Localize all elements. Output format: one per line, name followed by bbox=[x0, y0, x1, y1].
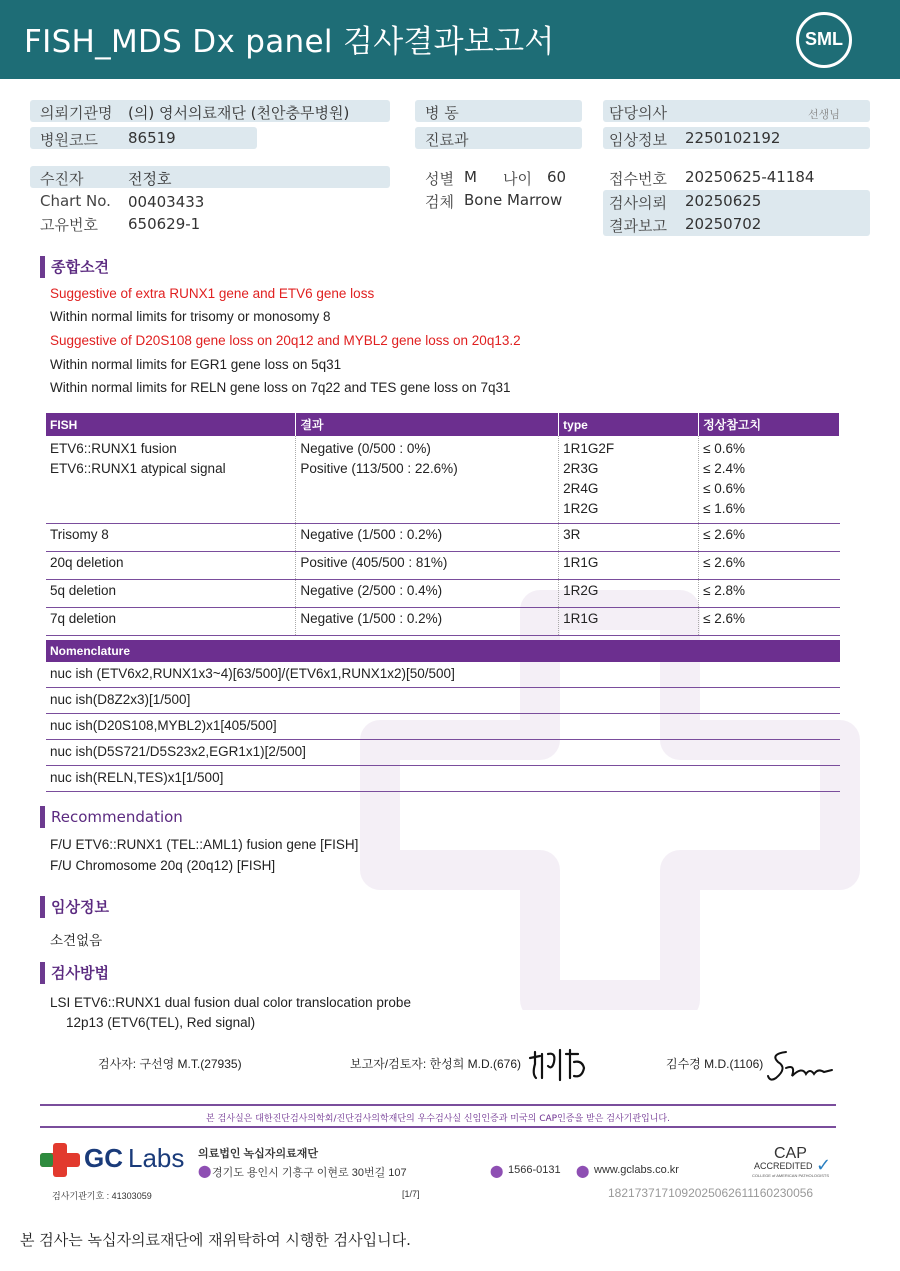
table-row bbox=[46, 579, 840, 607]
reviewer-handwritten-signature-icon bbox=[766, 1046, 836, 1086]
result-cell: Negative (1/500 : 0.2%) bbox=[296, 607, 559, 635]
nomenclature-row: nuc ish(D8Z2x3)[1/500] bbox=[46, 688, 840, 714]
doctor-label: 담당의사 bbox=[609, 104, 667, 122]
type-cell: 3R bbox=[559, 523, 699, 551]
home-icon: ⬤ bbox=[576, 1164, 590, 1178]
labs-logo-text: Labs bbox=[128, 1143, 185, 1173]
sml-logo bbox=[796, 12, 852, 68]
tester-signature: 검사자: 구선영 M.T.(27935) bbox=[98, 1057, 242, 1071]
table-header-row bbox=[46, 413, 840, 436]
org-website: www.gclabs.co.kr bbox=[594, 1164, 679, 1176]
method-line-1: LSI ETV6::RUNX1 dual fusion dual color translocation probe bbox=[50, 995, 411, 1010]
institution-value: (의) 영서의료재단 (천안충무병원) bbox=[128, 104, 350, 122]
recommendation-section-title: Recommendation bbox=[40, 806, 183, 828]
table-row bbox=[46, 607, 840, 635]
clinical-text: 소견없음 bbox=[50, 933, 103, 948]
col-header-type: type bbox=[559, 413, 699, 436]
report-title: FISH_MDS Dx panel 검사결과보고서 bbox=[24, 24, 555, 60]
hospital-code-value: 86519 bbox=[128, 129, 176, 147]
col-header-fish: FISH bbox=[46, 413, 296, 436]
reporter-signature: 보고자/검토자: 한성희 M.D.(676) bbox=[350, 1057, 522, 1071]
report-header bbox=[0, 0, 900, 79]
nomenclature-header: Nomenclature bbox=[46, 640, 840, 662]
method-section-title: 검사방법 bbox=[40, 962, 109, 984]
clinical-section-title: 임상정보 bbox=[40, 896, 109, 918]
lab-number: 검사기관기호 : 41303059 bbox=[52, 1191, 152, 1201]
patient-value: 전정호 bbox=[128, 170, 172, 188]
fish-cell: 5q deletion bbox=[46, 579, 296, 607]
recommendation-line-2: F/U Chromosome 20q (20q12) [FISH] bbox=[50, 858, 276, 873]
report-date-value: 20250702 bbox=[685, 215, 762, 233]
type-value: 1R1G2F bbox=[563, 441, 615, 456]
barcode-number: 1821737171092025062611160230056 bbox=[608, 1186, 814, 1200]
specimen-label: 검체 bbox=[425, 193, 454, 211]
ref-cell: ≤ 2.6% bbox=[699, 551, 840, 579]
unique-value: 650629-1 bbox=[128, 215, 201, 233]
result-cell: Positive (405/500 : 81%) bbox=[296, 551, 559, 579]
table-row bbox=[46, 436, 840, 523]
checkmark-icon: ✓ bbox=[816, 1155, 832, 1176]
reviewer-signature: 김수경 M.D.(1106) bbox=[666, 1057, 764, 1071]
ref-cell: ≤ 2.6% bbox=[699, 523, 840, 551]
result-value: Positive (113/500 : 22.6%) bbox=[300, 461, 458, 476]
summary-line-3: Suggestive of D20S108 gene loss on 20q12 and MYBL2 gene loss on 20q13.2 bbox=[50, 333, 521, 348]
summary-line-2: Within normal limits for trisomy or monosomy 8 bbox=[50, 309, 331, 324]
chart-value: 00403433 bbox=[128, 193, 205, 211]
ref-value: ≤ 0.6% bbox=[703, 441, 746, 456]
type-value: 2R3G bbox=[563, 461, 599, 476]
reporter-handwritten-signature-icon bbox=[526, 1044, 590, 1084]
result-cell bbox=[296, 436, 559, 523]
gc-labs-logo bbox=[40, 1141, 192, 1177]
type-value: 2R4G bbox=[563, 481, 599, 496]
table-row bbox=[46, 523, 840, 551]
chart-label: Chart No. bbox=[40, 192, 111, 210]
patient-label: 수진자 bbox=[40, 170, 84, 188]
bottom-note: 본 검사는 녹십자의료재단에 재위탁하여 시행한 검사입니다. bbox=[20, 1231, 411, 1249]
cap-logo-text: CAP bbox=[774, 1145, 807, 1162]
ref-value: ≤ 0.6% bbox=[703, 481, 746, 496]
fish-cell: 7q deletion bbox=[46, 607, 296, 635]
org-address: 경기도 용인시 기흥구 이현로 30번길 107 bbox=[212, 1167, 407, 1179]
age-label: 나이 bbox=[503, 170, 532, 188]
ref-cell: ≤ 2.6% bbox=[699, 607, 840, 635]
result-cell: Negative (1/500 : 0.2%) bbox=[296, 523, 559, 551]
cap-subtitle-text: COLLEGE of AMERICAN PATHOLOGISTS bbox=[752, 1173, 829, 1178]
summary-line-4: Within normal limits for EGR1 gene loss on 5q31 bbox=[50, 357, 342, 372]
patient-row bbox=[30, 166, 390, 188]
ref-cell: ≤ 2.8% bbox=[699, 579, 840, 607]
sml-logo-text: SML bbox=[805, 29, 843, 49]
result-value: Negative (0/500 : 0%) bbox=[300, 441, 431, 456]
col-header-ref: 정상참고치 bbox=[699, 413, 840, 436]
ref-cell bbox=[699, 436, 840, 523]
location-pin-icon: ⬤ bbox=[198, 1164, 212, 1178]
receipt-value: 20250625-41184 bbox=[685, 168, 815, 186]
cap-logo bbox=[752, 1145, 836, 1181]
sex-label: 성별 bbox=[425, 170, 454, 188]
request-label: 검사의뢰 bbox=[609, 194, 667, 212]
fish-name: ETV6::RUNX1 atypical signal bbox=[50, 461, 226, 476]
institution-label: 의뢰기관명 bbox=[40, 104, 113, 122]
type-cell: 1R1G bbox=[559, 607, 699, 635]
recommendation-line-1: F/U ETV6::RUNX1 (TEL::AML1) fusion gene [FISH] bbox=[50, 837, 359, 852]
nomenclature-row: nuc ish(D20S108,MYBL2)x1[405/500] bbox=[46, 714, 840, 740]
dept-label: 진료과 bbox=[425, 131, 469, 149]
org-name: 의료법인 녹십자의료재단 bbox=[198, 1148, 318, 1160]
phone-icon: ⬤ bbox=[490, 1164, 504, 1178]
fish-results-table bbox=[46, 413, 840, 636]
summary-line-5: Within normal limits for RELN gene loss on 7q22 and TES gene loss on 7q31 bbox=[50, 380, 511, 395]
receipt-label: 접수번호 bbox=[609, 170, 667, 188]
cap-accredited-text: ACCREDITED bbox=[754, 1161, 813, 1171]
result-cell: Negative (2/500 : 0.4%) bbox=[296, 579, 559, 607]
clinical-value: 2250102192 bbox=[685, 129, 781, 147]
unique-label: 고유번호 bbox=[40, 216, 98, 234]
nomenclature-row: nuc ish(D5S721/D5S23x2,EGR1x1)[2/500] bbox=[46, 740, 840, 766]
doctor-suffix: 선생님 bbox=[808, 108, 840, 121]
type-value: 1R2G bbox=[563, 501, 599, 516]
ref-value: ≤ 2.4% bbox=[703, 461, 746, 476]
gc-cross-icon bbox=[40, 1143, 80, 1177]
table-row bbox=[46, 551, 840, 579]
col-header-result: 결과 bbox=[296, 413, 559, 436]
clinical-label: 임상정보 bbox=[609, 131, 667, 149]
fish-cell bbox=[46, 436, 296, 523]
hospital-code-label: 병원코드 bbox=[40, 131, 98, 149]
summary-line-1: Suggestive of extra RUNX1 gene and ETV6 gene loss bbox=[50, 286, 375, 301]
type-cell: 1R1G bbox=[559, 551, 699, 579]
age-value: 60 bbox=[547, 168, 567, 186]
accreditation-notice: 본 검사실은 대한진단검사의학회/진단검사의학재단의 우수검사실 신임인증과 미국의 CAP인증을 받은 검사기관입니다. bbox=[40, 1104, 836, 1128]
type-cell bbox=[559, 436, 699, 523]
method-line-2: 12p13 (ETV6(TEL), Red signal) bbox=[66, 1015, 256, 1030]
summary-section-title: 종합소견 bbox=[40, 256, 109, 278]
report-label: 결과보고 bbox=[609, 217, 667, 235]
specimen-value: Bone Marrow bbox=[464, 191, 563, 209]
request-value: 20250625 bbox=[685, 192, 762, 210]
org-phone: 1566-0131 bbox=[508, 1164, 561, 1176]
page-number: [1/7] bbox=[402, 1189, 420, 1199]
fish-name: ETV6::RUNX1 fusion bbox=[50, 441, 177, 456]
sex-value: M bbox=[464, 168, 477, 186]
fish-cell: Trisomy 8 bbox=[46, 523, 296, 551]
ref-value: ≤ 1.6% bbox=[703, 501, 746, 516]
ward-label: 병 동 bbox=[425, 104, 459, 122]
nomenclature-row: nuc ish(RELN,TES)x1[1/500] bbox=[46, 766, 840, 792]
nomenclature-row: nuc ish (ETV6x2,RUNX1x3~4)[63/500]/(ETV6x1,RUNX1x2)[50/500] bbox=[46, 662, 840, 688]
type-cell: 1R2G bbox=[559, 579, 699, 607]
gc-logo-text: GC bbox=[84, 1143, 123, 1173]
fish-cell: 20q deletion bbox=[46, 551, 296, 579]
